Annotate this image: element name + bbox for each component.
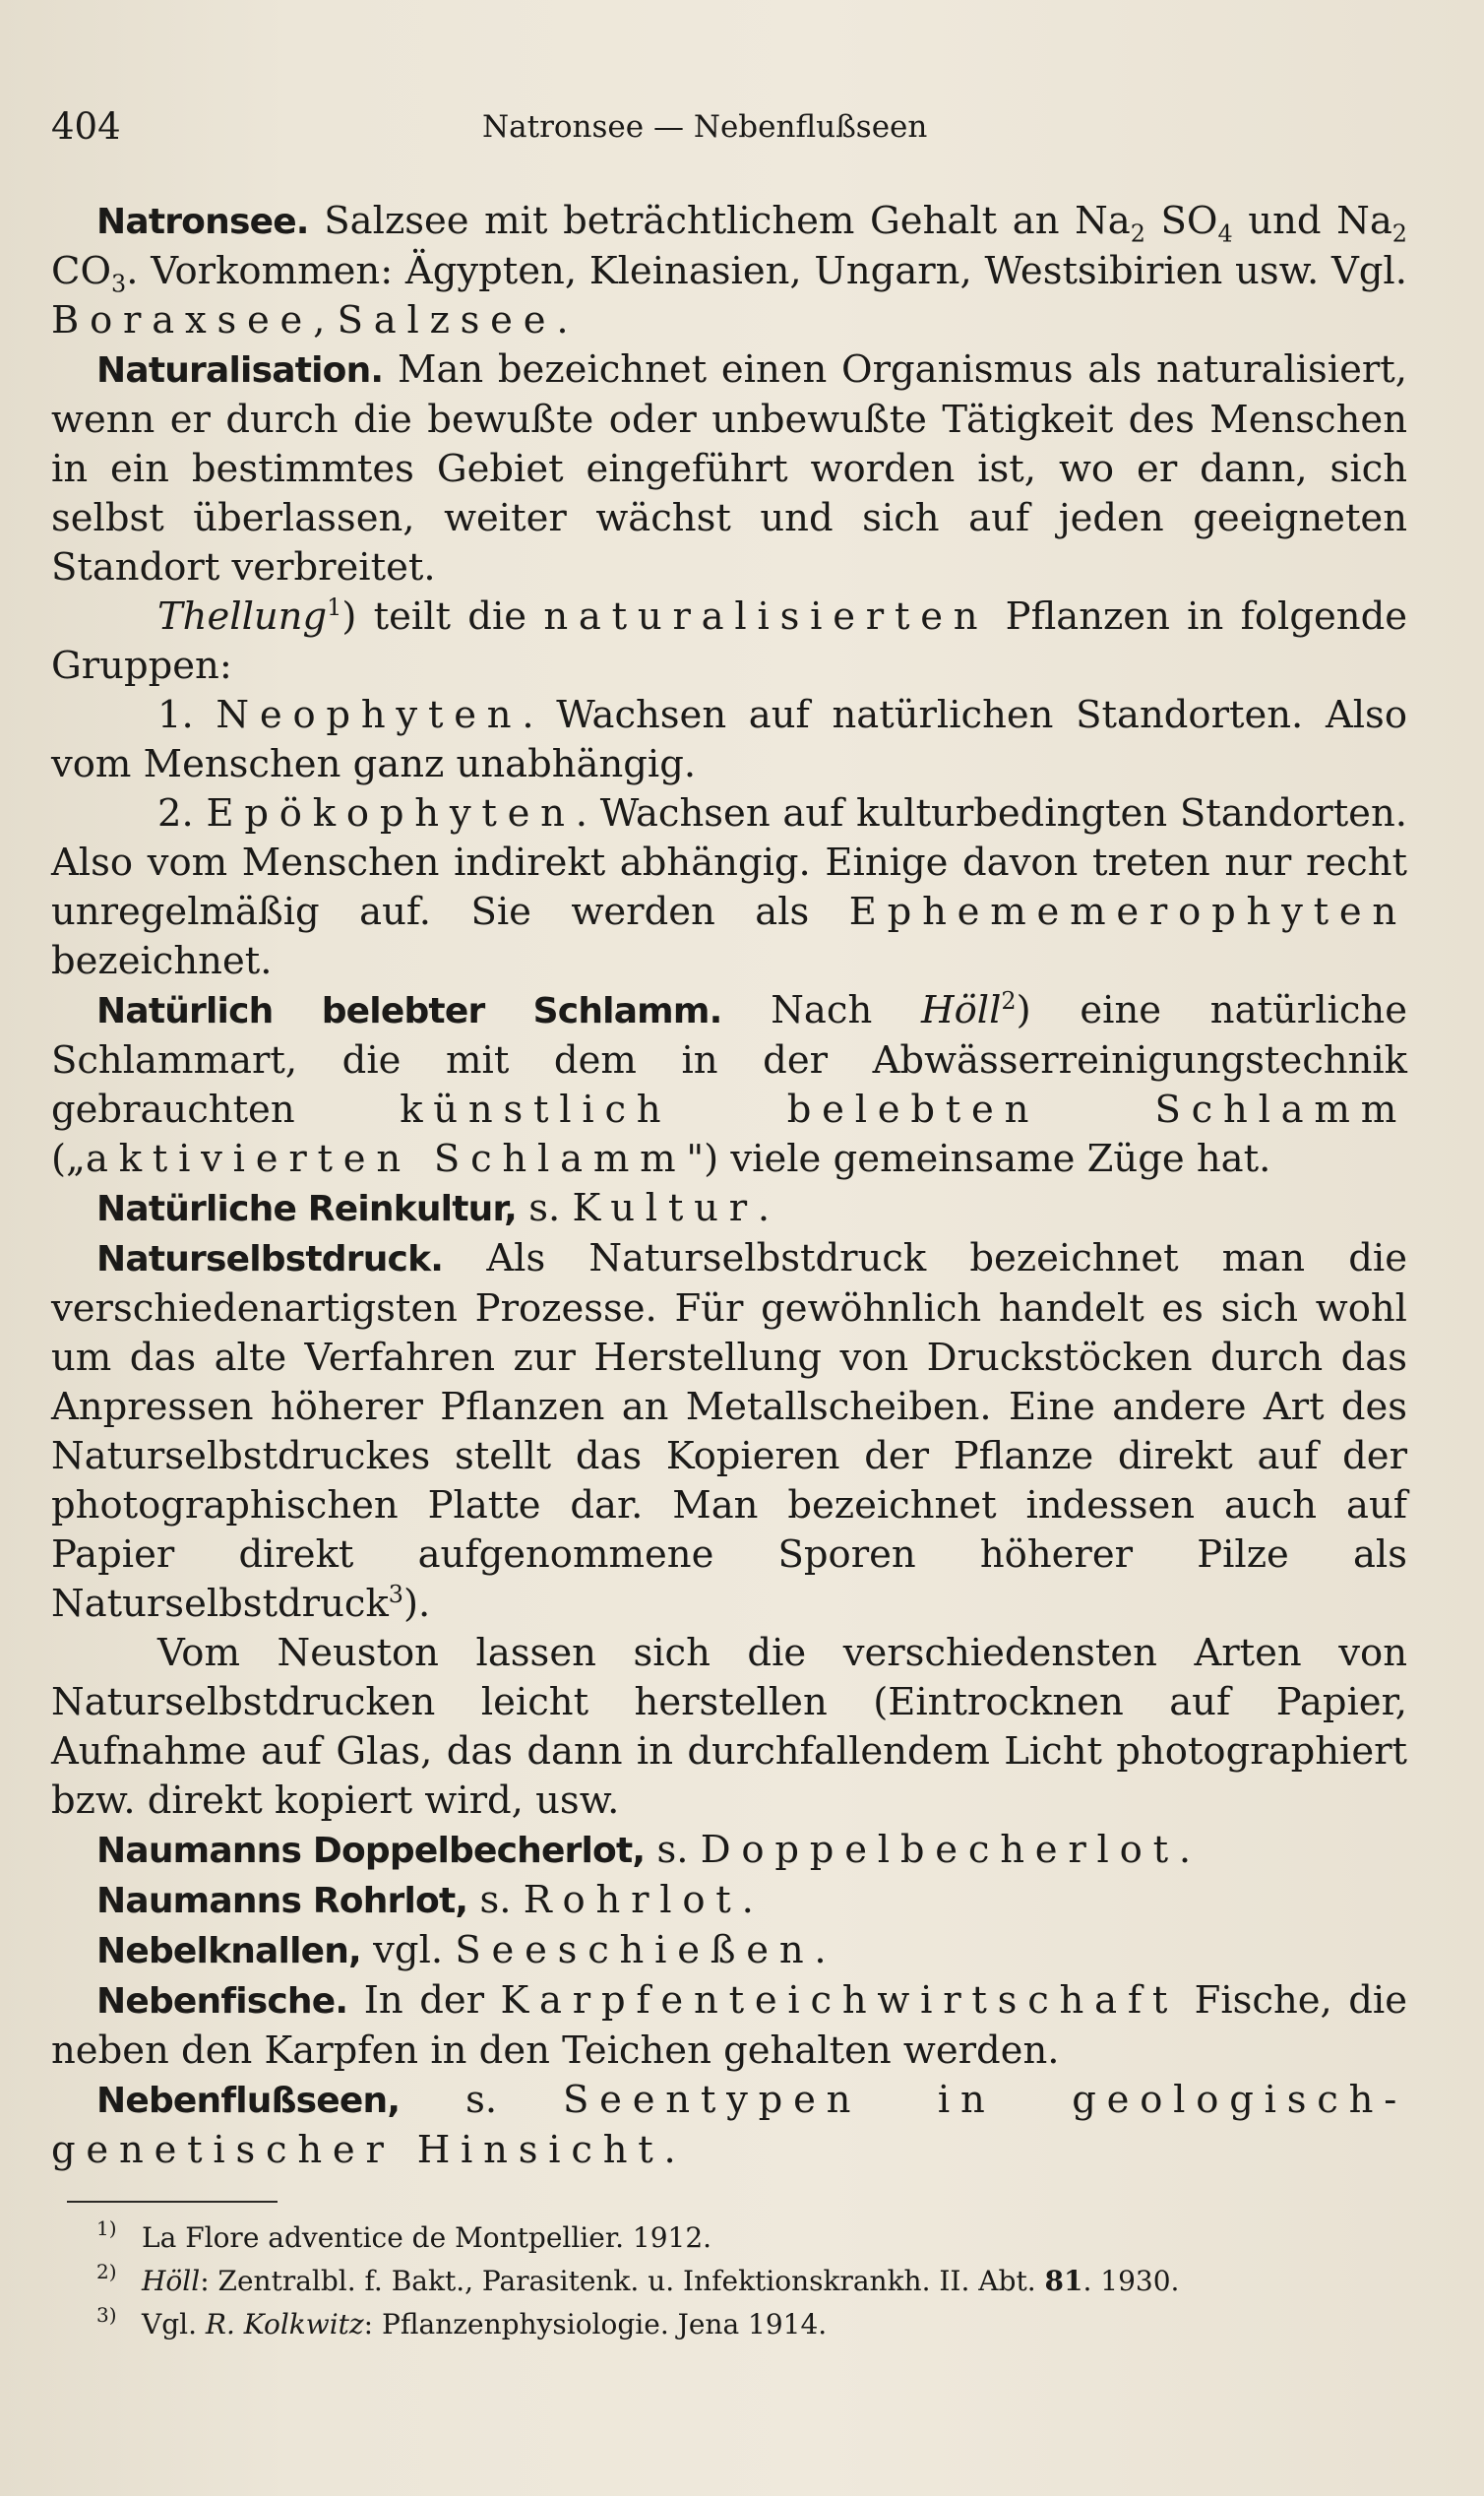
footnote-author: Höll xyxy=(142,2265,201,2297)
entry-term: Naturselbstdruck. xyxy=(96,1239,444,1279)
entry-text: . Wachsen auf kulturbedingten Standorten. Also vom Menschen indirekt abhängig. Einige davon treten nur recht unregelmäßig auf. Sie werden als xyxy=(51,791,1407,934)
cross-reference: Salzsee xyxy=(337,298,557,343)
entry-text: s. xyxy=(467,1878,524,1922)
footnote-divider xyxy=(67,2201,278,2203)
entry-doppelbecherlot xyxy=(51,1826,1407,1876)
entry-text: ") viele gemeinsame Züge hat. xyxy=(686,1137,1271,1181)
entry-text: SO xyxy=(1144,199,1218,243)
running-head xyxy=(51,102,1407,157)
footnote-ref: 2 xyxy=(1001,987,1017,1016)
cross-reference: Doppelbecherlot xyxy=(700,1828,1179,1872)
footnote-1 xyxy=(96,2216,1407,2260)
entry-text: . xyxy=(1178,1828,1192,1872)
entry-term: Nebelknallen, xyxy=(96,1931,361,1971)
entry-term: Natronsee. xyxy=(96,202,309,242)
entry-text: Vom Neuston lassen sich die verschiedensten Arten von Naturselbstdrucken leicht herstellen (Eintrocknen auf Papier, Aufnahme auf Glas, das dann in durchfallendem Licht photographiert bzw. direkt kopiert wird, usw. xyxy=(51,1631,1407,1823)
entry-term: Naumanns Doppelbecherlot, xyxy=(96,1831,646,1871)
author-name: Thellung xyxy=(157,594,328,639)
footnote-marker: 3) xyxy=(96,2303,117,2327)
entry-text: . xyxy=(757,1186,771,1230)
group-epoekophyten xyxy=(51,789,1407,986)
spaced-term: Ephememerophyten xyxy=(848,890,1407,934)
entry-text: und Na xyxy=(1232,199,1392,243)
entry-text: , xyxy=(313,298,338,343)
cross-reference: Seentypen in geologisch-genetischer Hinsicht xyxy=(51,2078,1407,2172)
entry-text: Als Naturselbstdruck bezeichnet man die verschiedenartigsten Prozesse. Für gewöhnlich handelt es sich wohl um das alte Verfahren zur Herstellung von Druckstöcken durch das Anpressen höherer Pflanzen an Metallscheiben. Eine andere Art des Naturselbstdruckes stellt das Kopieren der Pflanze direkt auf der photographischen Platte dar. Man bezeichnet indessen auch auf Papier direkt aufgenommene Sporen höherer Pilze als Naturselbstdruck xyxy=(51,1236,1407,1626)
entries xyxy=(51,197,1407,2175)
entry-rohrlot xyxy=(51,1876,1407,1926)
entry-text: Salzsee mit beträchtlichem Gehalt an Na xyxy=(308,199,1131,243)
footnote-prefix: Vgl. xyxy=(142,2308,206,2340)
entry-text: . Vorkommen: Ägypten, Kleinasien, Ungarn, Westsibirien usw. Vgl. xyxy=(126,249,1407,293)
running-title: Natronsee — Nebenflußseen xyxy=(482,109,928,145)
entry-term: Naumanns Rohrlot, xyxy=(96,1881,468,1921)
group-number: 2. xyxy=(157,791,207,836)
spaced-term: Neophyten xyxy=(216,693,523,737)
footnote-2 xyxy=(96,2260,1407,2303)
footnote-year: . 1930. xyxy=(1082,2265,1180,2297)
entry-naturselbstdruck xyxy=(51,1234,1407,1629)
entry-text: s. xyxy=(517,1186,573,1230)
entry-text: CO xyxy=(51,249,112,293)
entry-text: . xyxy=(814,1928,827,1972)
entry-text: ) eine natürliche Schlammart, die mit dem in der Abwässerreinigungstechnik gebrauchten xyxy=(51,988,1407,1132)
entry-term: Nebenfische. xyxy=(96,1981,348,2022)
paragraph-neuston xyxy=(51,1629,1407,1826)
footnote-3 xyxy=(96,2303,1407,2346)
entry-text: . xyxy=(741,1878,754,1922)
entry-term: Natürliche Reinkultur, xyxy=(96,1189,518,1229)
entry-natronsee xyxy=(51,197,1407,345)
entry-nebenfische xyxy=(51,1976,1407,2076)
footnote-text: La Flore adventice de Montpellier. 1912. xyxy=(142,2221,712,2254)
spaced-term: naturalisierten xyxy=(543,594,989,639)
spaced-term: Karpfenteichwirtschaft xyxy=(500,1978,1179,2023)
cross-reference: Boraxsee xyxy=(51,298,314,343)
subscript: 2 xyxy=(1391,219,1407,248)
footnote-volume: 81 xyxy=(1044,2265,1083,2297)
entry-text: ) teilt die xyxy=(341,594,544,639)
subscript: 4 xyxy=(1217,219,1233,248)
page-number: 404 xyxy=(51,105,121,148)
entry-term: Natürlich belebter Schlamm. xyxy=(96,991,722,1031)
footnotes xyxy=(51,2216,1407,2346)
entry-text: s. xyxy=(645,1828,701,1872)
footnote-author: R. Kolkwitz xyxy=(205,2308,364,2340)
entry-text: Fische, die neben den Karpfen in den Teichen gehalten werden. xyxy=(51,1978,1407,2073)
entry-text: s. xyxy=(400,2078,564,2122)
entry-text: Man bezeichnet einen Organismus als naturalisiert, wenn er durch die bewußte oder unbewußte Tätigkeit des Menschen in ein bestimmtes Gebiet eingeführt worden ist, wo er dann, sich selbst überlassen, weiter wächst und sich auf jeden geeigneten Standort verbreitet. xyxy=(51,347,1407,590)
entry-text: bezeichnet. xyxy=(51,939,273,983)
footnote-text: : Pflanzenphysiologie. Jena 1914. xyxy=(363,2308,828,2340)
subscript: 2 xyxy=(1130,219,1145,248)
entry-text: ). xyxy=(402,1582,431,1626)
entry-text: . Wachsen auf natürlichen Standorten. Also vom Menschen ganz unabhängig. xyxy=(51,693,1407,786)
entry-text: vgl. xyxy=(360,1928,456,1972)
spaced-term: künstlich belebten Schlamm xyxy=(400,1088,1407,1132)
entry-text: . xyxy=(556,298,569,343)
entry-term: Nebenflußseen, xyxy=(96,2081,401,2121)
paragraph-thellung xyxy=(51,593,1407,691)
entry-text: („ xyxy=(51,1137,86,1181)
entry-text: Pflanzen in folgende Gruppen: xyxy=(51,594,1407,688)
entry-nebenflussseen xyxy=(51,2076,1407,2175)
entry-nebelknallen xyxy=(51,1926,1407,1976)
spaced-term: Epökophyten xyxy=(206,791,576,836)
cross-reference: Rohrlot xyxy=(523,1878,742,1922)
entry-text: Nach xyxy=(721,988,921,1032)
author-name: Höll xyxy=(921,988,1002,1032)
cross-reference: Kultur xyxy=(572,1186,758,1230)
group-number: 1. xyxy=(157,693,216,737)
footnote-ref: 1 xyxy=(327,593,342,622)
entry-text: . xyxy=(663,2128,676,2172)
entry-belebter-schlamm xyxy=(51,986,1407,1184)
footnote-marker: 2) xyxy=(96,2260,117,2283)
cross-reference: Seeschießen xyxy=(455,1928,815,1972)
footnote-ref: 3 xyxy=(388,1581,403,1609)
subscript: 3 xyxy=(111,270,127,298)
footnote-text: : Zentralbl. f. Bakt., Parasitenk. u. Infektionskrankh. II. Abt. xyxy=(200,2265,1045,2297)
entry-naturalisation xyxy=(51,345,1407,593)
footnote-marker: 1) xyxy=(96,2216,117,2240)
entry-text: In der xyxy=(347,1978,501,2023)
entry-reinkultur xyxy=(51,1184,1407,1234)
spaced-term: aktivierten Schlamm xyxy=(85,1137,687,1181)
group-neophyten xyxy=(51,691,1407,789)
entry-term: Naturalisation. xyxy=(96,350,384,391)
